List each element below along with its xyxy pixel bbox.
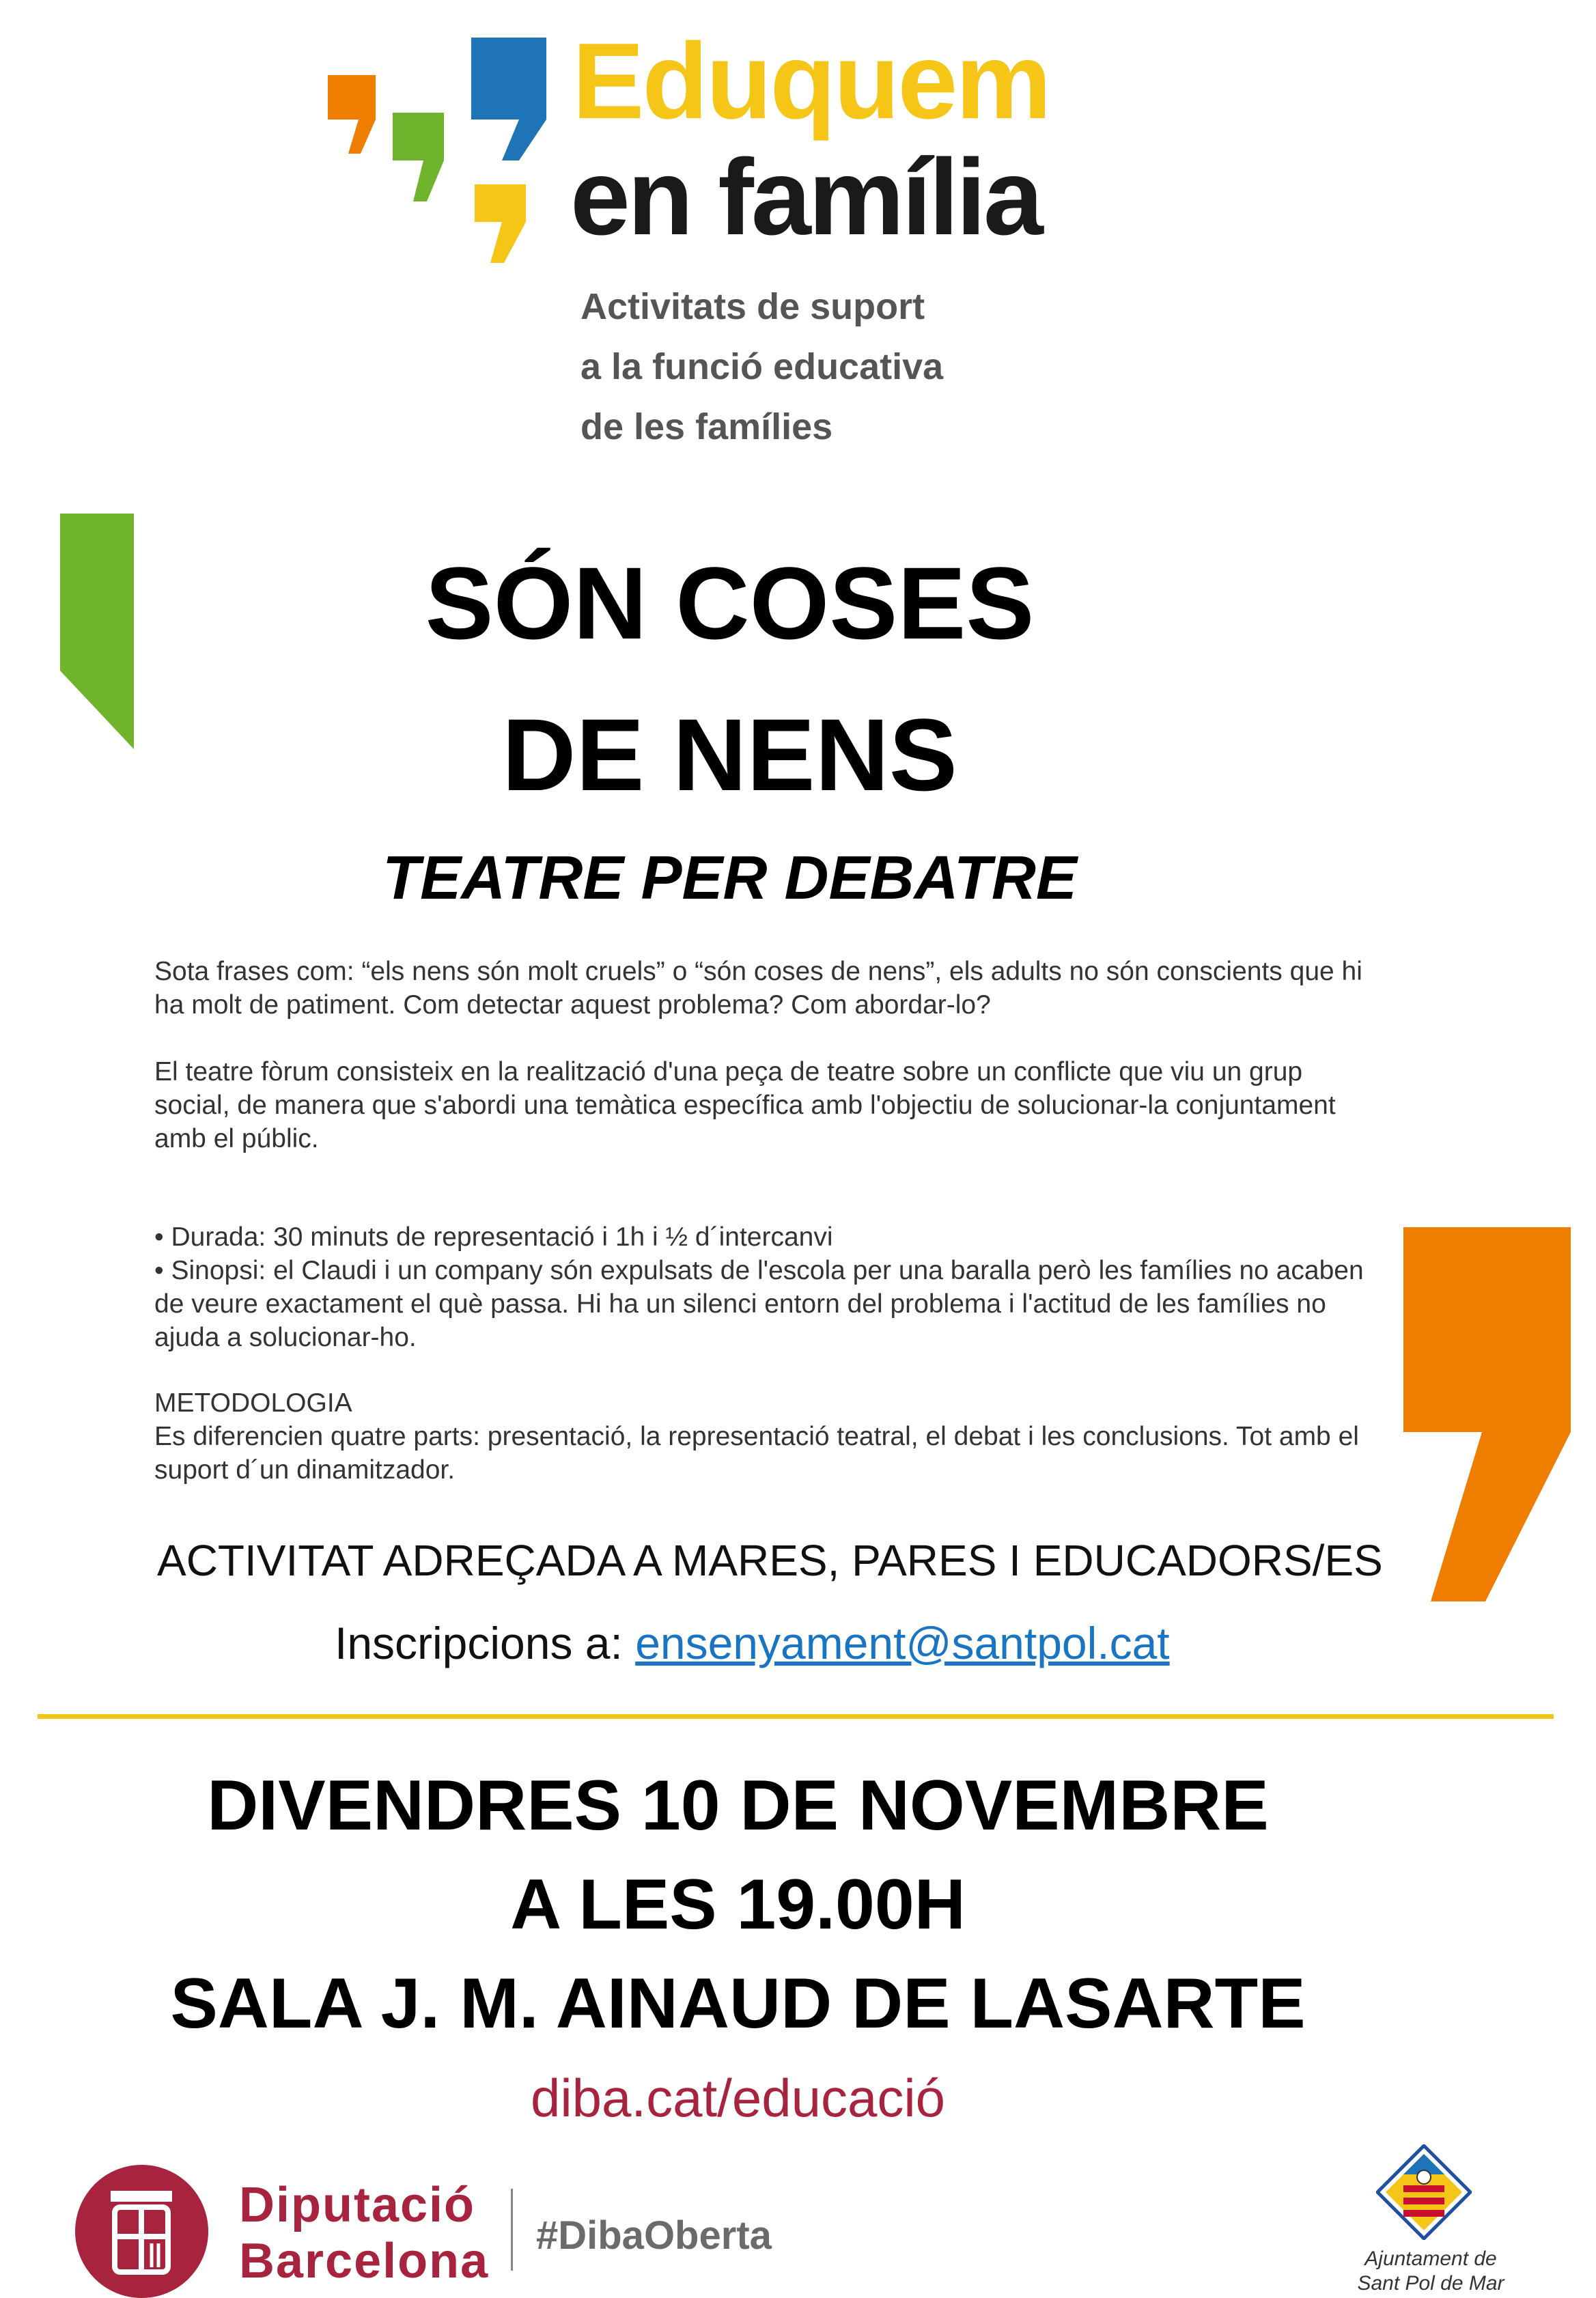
tagline-line: de les famílies (580, 406, 833, 447)
diba-name (239, 2177, 489, 2289)
page-subtitle: TEATRE PER DEBATRE (382, 844, 1077, 912)
diba-name-line1: Diputació (239, 2178, 476, 2232)
divider (38, 1714, 1554, 1719)
brand-tagline (580, 277, 943, 457)
registration-label: Inscripcions a: (335, 1618, 636, 1668)
website-link[interactable]: diba.cat/educació (530, 2068, 946, 2128)
sant-pol-shield-icon (1376, 2144, 1472, 2240)
page-title-line1: SÓN COSES (425, 546, 1035, 660)
ajuntament-name (1332, 2247, 1530, 2296)
diba-seal-icon (75, 2165, 208, 2298)
duration-item: • Durada: 30 minuts de representació i 1h i ½ d´intercanvi (154, 1222, 833, 1252)
methodology-section (154, 1386, 1384, 1487)
intro-paragraph: Sota frases com: “els nens són molt cruels” o “són coses de nens”, els adults no són conscients que hi ha molt de patiment. Com detectar aquest problema? Com abordar-lo? (154, 957, 1362, 1020)
forum-paragraph: El teatre fòrum consisteix en la realització d'una peça de teatre sobre un conflicte que viu un grup social, de manera que s'abordi una temàtica específica amb l'objectiu de solucionar-la conjuntament amb el públic. (154, 1057, 1336, 1153)
tagline-line: Activitats de suport (580, 286, 925, 327)
methodology-label: METODOLOGIA (154, 1388, 352, 1418)
diba-name-line2: Barcelona (239, 2234, 490, 2288)
tagline-line: a la funció educativa (580, 346, 944, 387)
brand-title: Eduquem (572, 21, 1050, 141)
methodology-text: Es diferencien quatre parts: presentació, la representació teatral, el debat i les conclusions. Tot amb el suport d´un dinamitzador. (154, 1422, 1359, 1485)
event-venue: SALA J. M. AINAUD DE LASARTE (170, 1964, 1306, 2043)
synopsis-item: • Sinopsi: el Claudi i un company són expulsats de l'escola per una baralla però les famílies no acaben de veure exactament el què passa. Hi ha un silenci entorn del problema i l'actitud de les famílies no ajuda a solucionar-ho. (154, 1256, 1364, 1352)
diba-hashtag: #DibaOberta (536, 2213, 772, 2258)
footer-separator (511, 2189, 513, 2271)
ajuntament-line2: Sant Pol de Mar (1357, 2272, 1504, 2295)
ajuntament-line1: Ajuntament de (1364, 2247, 1497, 2270)
details-list (154, 1220, 1384, 1354)
page-title-line2: DE NENS (502, 697, 957, 812)
registration-line (335, 1617, 1170, 1669)
event-date: DIVENDRES 10 DE NOVEMBRE (207, 1766, 1269, 1845)
registration-email-link[interactable]: ensenyament@santpol.cat (635, 1618, 1170, 1668)
brand-subtitle: en família (570, 137, 1041, 257)
orange-comma-icon (1403, 1227, 1571, 1601)
event-time: A LES 19.00H (510, 1865, 966, 1944)
logo-quote-marks-icon (328, 38, 553, 270)
audience-note: ACTIVITAT ADREÇADA A MARES, PARES I EDUCADORS/ES (157, 1536, 1383, 1585)
